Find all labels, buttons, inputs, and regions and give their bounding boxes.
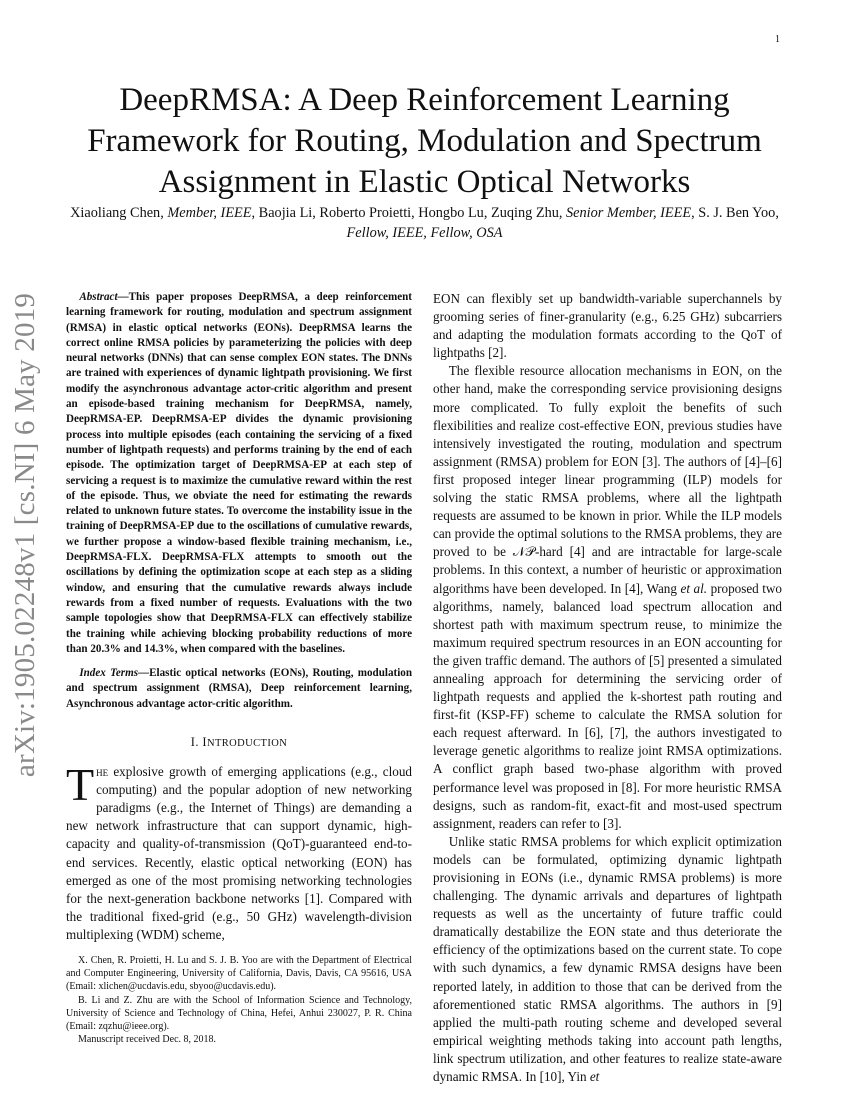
section-title-rest: NTRODUCTION <box>206 738 288 750</box>
body-paragraph-2-rest: proposed two algorithms, namely, balanced load spectrum allocation and shortest path with maximum spectrum reuse, to minimize the maximum required spectrum resources in an EON accounting for the given traffic demand. The authors of [5] presented a simulated annealing approach for determining the servicing order of lightpath requests and applied the k-shortest path routing and first-fit (KSP-FF) scheme to calculate the RMSA solution for each request afterward. In [6], [7], the authors investigated to leverage genetic algorithms to realize joint RMSA optimizations. A conflict graph based two-phase algorithm with proved performance level was proposed in [8]. For more heuristic RMSA designs, such as random-fit, exact-fit and most-used spectrum assignment, readers can refer to [3]. <box>433 580 782 831</box>
body-paragraph-3-et: et <box>589 1069 600 1085</box>
body-paragraph-2 <box>433 362 782 832</box>
body-paragraph-2-text: The flexible resource allocation mechanisms in EON, on the other hand, make the corresponding service provisioning designs more complicated. To fully exploit the benefits of such flexibilities and realize cost-effective EON, previous studies have intensively investigated the routing, modulation and spectrum assignment (RMSA) problem for EON [3]. The authors of [4]–[6] first proposed integer linear programming (ILP) models for solving the static RMSA problems, where all the lightpath requests are assumed to be known in prior. While the ILP models can provide the optimal solutions to the RMSA problems, they are proved to be 𝒩𝒫-hard [4] and are intractable for large-scale problems. In this context, a number of heuristic or approximation algorithms have been developed. In [4], Wang <box>433 363 782 596</box>
body-paragraph-1: EON can flexibly set up bandwidth-variable superchannels by grooming series of finer-granularity (e.g., 6.25 GHz) subcarriers and adapting the modulation formats according to the QoT of lightpaths [2]. <box>433 291 782 361</box>
author-names-2: , Baojia Li, Roberto Proietti, Hongbo Lu, Zuqing Zhu, <box>251 205 567 221</box>
intro-first-words: he <box>96 764 109 780</box>
author-role-1: Member, IEEE <box>167 205 252 221</box>
footnote-affiliation-2: B. Li and Z. Zhu are with the School of Information Science and Technology, University of Science and Technology of China, Hefei, Anhui 230027, P. R. China (Email: zqzhu@ieee.org). <box>66 994 412 1033</box>
intro-text: explosive growth of emerging applications (e.g., cloud computing) and the popular adoption of new networking paradigms (e.g., the Internet of Things) are demanding a new network infrastructure that can support dynamic, high-capacity and quality-of-transmission (QoT)-guaranteed end-to-end services. Recently, elastic optical networking (EON) has emerged as one of the most promising networking technologies for the next-generation backbone networks [1]. Compared with the traditional fixed-grid (e.g., 50 GHz) wavelength-division multiplexing (WDM) scheme, <box>66 764 412 942</box>
paper-title: DeepRMSA: A Deep Reinforcement Learning Framework for Routing, Modulation and Spectrum Assignment in Elastic Optical Networks <box>87 82 762 200</box>
right-column <box>433 290 782 1086</box>
section-first-letter: I <box>202 735 207 750</box>
author-names-3: , S. J. Ben Yoo, <box>691 205 779 221</box>
arxiv-stamp: arXiv:1905.02248v1 [cs.NI] 6 May 2019 <box>9 292 41 778</box>
body-paragraph-3 <box>433 833 782 1086</box>
footnote-manuscript: Manuscript received Dec. 8, 2018. <box>78 1034 217 1046</box>
section-heading-introduction <box>66 733 412 753</box>
index-terms-text: —Elastic optical networks (EONs), Routing, modulation and spectrum assignment (RMSA), Deep reinforcement learning, Asynchronous advantage actor-critic algorithm. <box>66 667 412 710</box>
index-terms <box>66 666 412 712</box>
index-terms-label: Index Terms <box>79 667 139 680</box>
body-paragraph-2-etal: et al. <box>680 580 708 596</box>
section-number: I. <box>190 735 203 750</box>
abstract-text: —This paper proposes DeepRMSA, a deep reinforcement learning framework for routing, modulation and spectrum assignment (RMSA) in elastic optical networks (EONs). DeepRMSA learns the correct online RMSA policies by parameterizing the policies with deep neural networks (DNNs) that can sense complex EON states. The DNNs are trained with experiences of dynamic lightpath provisioning. We first modify the asynchronous advantage actor-critic algorithm and present an episode-based training mechanism for DeepRMSA, namely, DeepRMSA-EP. DeepRMSA-EP divides the dynamic provisioning process into multiple episodes (each containing the servicing of a fixed number of lightpath requests) and performs training by the end of each episode. The optimization target of DeepRMSA-EP at each step of servicing a request is to maximize the cumulative reward within the rest of the episode. Thus, we obviate the need for estimating the rewards related to unknown future states. To overcome the instability issue in the training of DeepRMSA-EP due to the oscillations of cumulative rewards, we further propose a window-based flexible training mechanism, i.e., DeepRMSA-FLX. DeepRMSA-FLX attempts to smooth out the oscillations by defining the optimization scope at each step as a sliding window, and ensuring that the cumulative rewards always include rewards from a fixed number of requests. Evaluations with the two sample topologies show that DeepRMSA-FLX can effectively stabilize the training while achieving blocking probability reductions of more than 20.3% and 14.3%, when compared with the baselines. <box>66 291 412 655</box>
abstract-label: Abstract <box>79 291 118 303</box>
intro-paragraph <box>66 759 412 944</box>
page-number: 1 <box>775 34 780 45</box>
body-paragraph-3-text: Unlike static RMSA problems for which explicit optimization models can be formulated, optimizing dynamic lightpath provisioning in EONs (i.e., dynamic RMSA problems) is more challenging. The dynamic arrivals and departures of lightpath requests as well as the uncertainty of future traffic could dramatically destabilize the EON state and thus deteriorate the efficiency of the optimizations based on the current state. To cope with such dynamics, a few dynamic RMSA designs have been reported lately, in addition to those that can be derived from the aforementioned static RMSA algorithms. The authors in [9] applied the multi-path routing scheme and developed several empirical weighting methods taking into account path lengths, link spectrum utilization, and other features to realize state-aware dynamic RMSA. In [10], Yin <box>433 833 782 1085</box>
left-column <box>66 290 412 1046</box>
drop-cap: T <box>66 759 95 811</box>
author-list <box>66 203 783 243</box>
author-role-3: Fellow, IEEE, Fellow, OSA <box>346 225 503 241</box>
author-names-1: Xiaoliang Chen, <box>70 205 168 221</box>
abstract <box>66 290 412 657</box>
footnote-affiliation-1: X. Chen, R. Proietti, H. Lu and S. J. B. Yoo are with the Department of Electrical and Computer Engineering, University of California, Davis, Davis, CA 95616, USA (Email: xlichen@ucdavis.edu, sbyoo@ucdavis.edu). <box>66 955 412 993</box>
author-role-2: Senior Member, IEEE <box>566 205 692 221</box>
